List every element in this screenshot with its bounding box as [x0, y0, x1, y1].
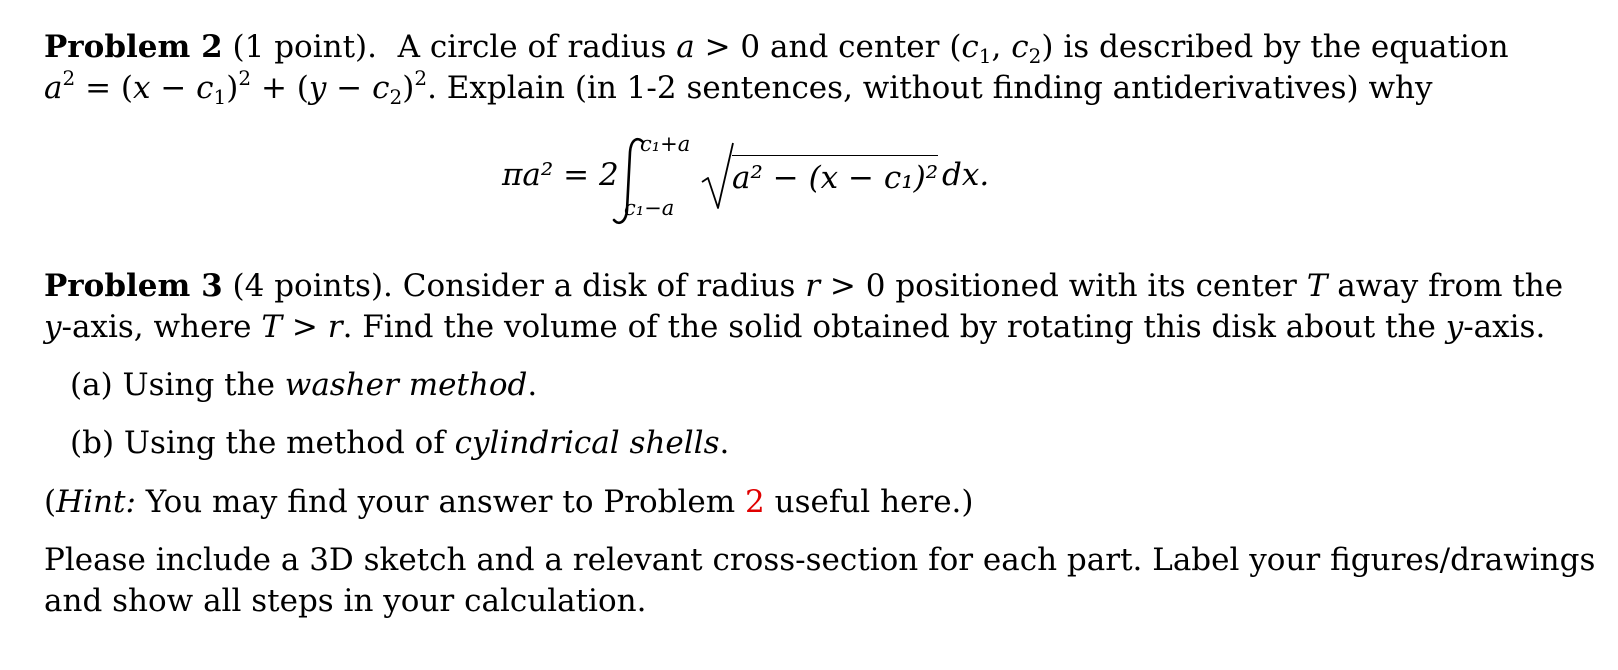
- area-integral-equation: [502, 132, 1022, 232]
- part-a-text: Using the: [122, 367, 275, 403]
- hint-text-2: useful here.): [774, 484, 974, 520]
- hint-text-1: You may find your answer to Problem: [145, 484, 736, 520]
- hint-label: Hint:: [56, 484, 136, 520]
- part-a-label: (a): [70, 367, 113, 403]
- instructions-line-1: Please include a 3D sketch and a relevant cross-section for each part. Label your figures/drawings: [44, 542, 1596, 578]
- square-root-icon: [700, 142, 734, 212]
- problem-2-center-text: and center: [770, 29, 940, 65]
- problem-2-statement: [44, 27, 1509, 109]
- problem-2-line-2: $a^2 = (x - c_1)^2 + (y - c_2)^2$. Explain (in 1-2 sentences, without finding antiderivatives) why: [44, 66, 1433, 109]
- instructions-line-2: and show all steps in your calculation.: [44, 583, 647, 619]
- part-b-method: cylindrical shells: [454, 425, 720, 461]
- integral-upper-limit: c₁+a: [640, 132, 691, 156]
- problem-2-intro: A circle of radius: [397, 29, 667, 65]
- part-b-label: (b): [70, 425, 115, 461]
- problem-3-text-6: -axis.: [1463, 309, 1546, 345]
- problem-3-statement: [44, 266, 1564, 348]
- problem-3-points: (4 points).: [232, 268, 393, 304]
- problem-2-explain-text: . Explain (in 1-2 sentences, without finding antiderivatives) why: [427, 70, 1433, 106]
- instructions: [44, 540, 1596, 622]
- problem-3-text-1: Consider a disk of radius: [402, 268, 796, 304]
- problem-2-reference-link[interactable]: 2: [745, 484, 765, 520]
- hint: (Hint: You may find your answer to Problem 2 useful here.): [44, 484, 974, 520]
- problem-3-label: Problem 3: [44, 268, 223, 304]
- part-b: (b) Using the method of cylindrical shells.: [70, 425, 730, 461]
- problem-3-line-1: Problem 3 (4 points). Consider a disk of radius r > 0 positioned with its center T away from the: [44, 268, 1564, 304]
- part-b-text: Using the method of: [123, 425, 445, 461]
- equation-lhs: πa² = 2: [502, 157, 619, 193]
- equation-differential: dx.: [942, 157, 990, 193]
- part-a-method: washer method: [284, 367, 528, 403]
- problem-2-line-1: Problem 2 (1 point). A circle of radius a > 0 and center ($c_1$, $c_2$) is described by the equation: [44, 29, 1509, 68]
- problem-3-text-5: . Find the volume of the solid obtained by rotating this disk about the: [342, 309, 1436, 345]
- problem-2-points: (1 point).: [232, 29, 377, 65]
- problem-2-label: Problem 2: [44, 29, 223, 65]
- integral-lower-limit: c₁−a: [624, 196, 675, 220]
- problem-2-described-text: is described by the equation: [1063, 29, 1509, 65]
- part-a: (a) Using the washer method.: [70, 367, 538, 403]
- problem-3-text-4: -axis, where: [61, 309, 252, 345]
- problem-3-line-2: y-axis, where T > r. Find the volume of the solid obtained by rotating this disk about the y-axis.: [44, 309, 1546, 345]
- problem-3-text-2: positioned with its center: [895, 268, 1297, 304]
- integrand-radicand: a² − (x − c₁)²: [732, 155, 938, 199]
- problem-3-text-3: away from the: [1337, 268, 1564, 304]
